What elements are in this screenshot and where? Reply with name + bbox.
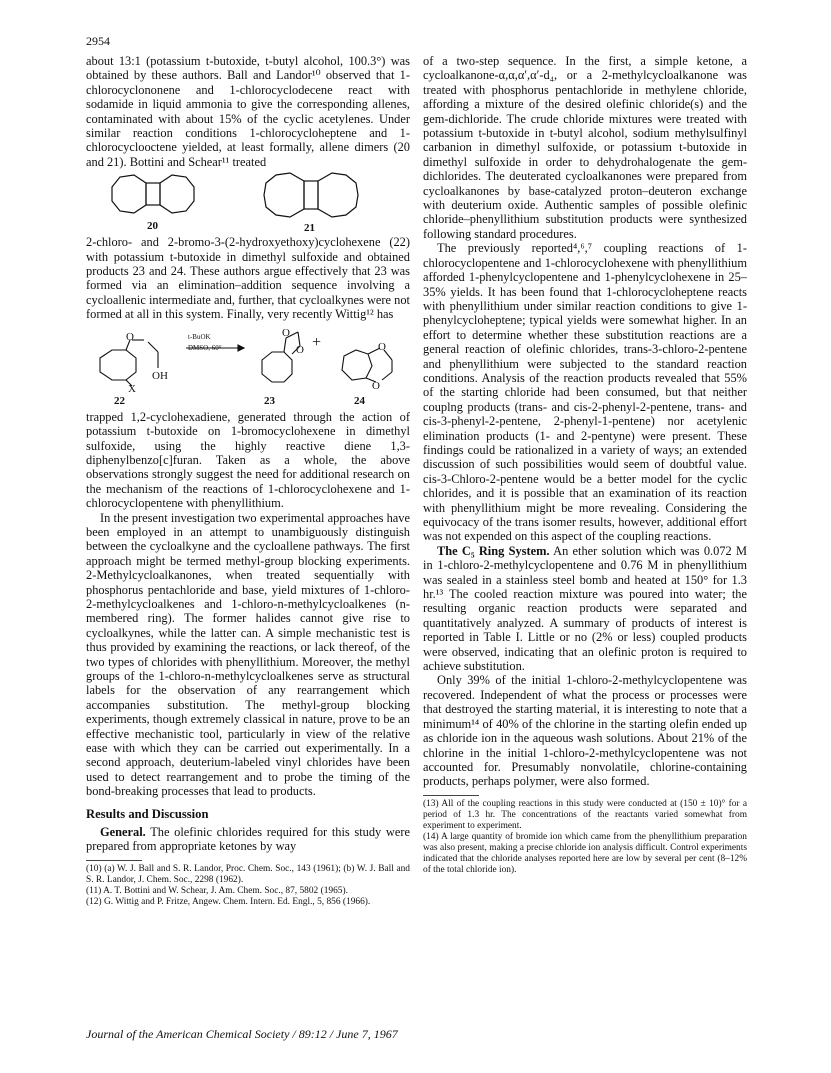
journal-footer: Journal of the American Chemical Society / 89:12 / June 7, 1967 [86, 1027, 398, 1041]
right-column [423, 54, 747, 876]
left-paragraph-1: about 13:1 (potassium t-butoxide, t-butyl alcohol, 100.3°) was obtained by these authors. Ball and Landor¹⁰ observed that 1-chlorocyclononene and 1-chlorocyclodecene react with sodamide in liquid ammonia to give the corresponding allenes, contaminated with about 15% of the cyclic acetylenes. Under similar reaction conditions 1-chlorocycloheptene and 1-chlorocyclooctene yielded, at least formally, allene dimers (20 and 21). Bottini and Schear¹¹ treated [86, 54, 410, 169]
right-paragraph-3 [423, 544, 747, 674]
reference-11: (11) A. T. Bottini and W. Schear, J. Am. Chem. Soc., 87, 5802 (1965). [86, 885, 348, 896]
left-paragraph-3: trapped 1,2-cyclohexadiene, generated through the action of potassium t-butoxide on 1-bromocyclohexene in dimethyl sulfoxide, using the highly reactive diene 1,3-diphenylbenzo[c]furan. Taken as a whole, the above observations strongly suggest the need for additional research on the mechanism of the reactions of 1-chlorocyclohexene and 1-chlorocyclopentene with phenyllithium. [86, 409, 410, 511]
c5-ring-text: An ether solution which was 0.072 M in 1-chloro-2-methylcyclopentene and 0.76 M in phenyllithium was sealed in a stainless steel bomb and heated at 150° for 1.3 hr.¹³ The cooled reaction mixture was poured into water; the resulting organic reaction products were separated and quantitatively analyzed. A summary of products of interest is reported in Table I. Little or no (2% or less) coupled products were observed, indicating that an olefinic proton is required to achieve substitution. [423, 543, 747, 674]
reference-10: (10) (a) W. J. Ball and S. R. Landor, Proc. Chem. Soc., 143 (1961); (b) W. J. Ball and S. R. Landor, J. Chem. Soc., 2298 (1962). [86, 863, 410, 885]
compound-label-21: 21 [304, 222, 315, 235]
figure-allene-dimers [86, 171, 410, 233]
left-column [86, 54, 410, 908]
page-number: 2954 [86, 34, 110, 48]
general-text: The olefinic chlorides required for this study were prepared from appropriate ketones by way [86, 825, 410, 854]
footnote-14: (14) A large quantity of bromide ion which came from the phenyllithium preparation was also present, making a precise chloride ion analysis difficult. Control experiments indicated that the chloride analyses reported here are low by several per cent (8–12% of the total chloride ion). [423, 831, 747, 875]
footnote-rule-right [423, 795, 479, 796]
atom-o-24b: O [372, 379, 380, 392]
general-subheading: General. [100, 825, 146, 840]
section-heading: Results and Discussion [86, 806, 209, 821]
atom-o-24a: O [378, 340, 386, 353]
references [86, 860, 410, 908]
left-paragraph-2: 2-chloro- and 2-bromo-3-(2-hydroxyethoxy)cyclohexene (22) with potassium t-butoxide in dimethyl sulfoxide and obtained products 23 and 24. These authors argue effectively that 23 was formed via an elimination–addition sequence involving a cycloallenic intermediate and, further, that cycloalkynes were not formed at all in this system. Finally, very recently Wittig¹² has [86, 235, 410, 322]
atom-x-22: X [128, 382, 136, 395]
reagent-label: t-BuOK [188, 332, 211, 341]
left-paragraph-4: In the present investigation two experimental approaches have been employed in an attempt to unambiguously distinguish between the cycloalkyne and the cycloallene pathways. The first approach might be termed methyl-group blocking experiments. 2-Methylcycloalkanones, when treated sequentially with phosphorus pentachloride and base, yield mixtures of 1-chloro-2-methylcycloalkenes and 1-chloro-n-methylcycloalkenes (n-membered ring). The former halides cannot give rise to cycloalkynes, while the latter can. A simple mechanistic test is thus provided by examining the reactions, or lack thereof, of the two types of chlorides with phenyllithium. Moreover, the methyl groups of the 1-chloro-n-methylcycloalkenes serve as structural labels for the observation of any rearrangement which accompanies substitution. The methyl-group blocking experiments, though extremely classical in nature, prove to be an effective mechanistic tool, particularly in view of the relative ease with which they can be carried out experimentally. In a second approach, deuterium-labeled vinyl chlorides have been used to detect rearrangement and to probe the timing of the bond-breaking processes that lead to products. [86, 510, 410, 799]
atom-oh-22: OH [152, 369, 168, 382]
right-paragraph-1: of a two-step sequence. In the first, a simple ketone, a cycloalkanone-α,α,α′,α′-d₄, or a 2-methylcycloalkanone was treated with phosphorus pentachloride in methylene chloride, affording a mixture of the desired olefinic chloride(s) and the gem-dichloride. The crude chloride mixtures were treated with potassium t-butoxide in t-butyl alcohol, sodium methylsulfinyl carbanion in dimethyl sulfoxide, or potassium t-butoxide in dimethyl sulfoxide in order to dehydrohalogenate the gem-dichlorides. The deuterated cycloalkanones were prepared from cycloalkanones by base-catalyzed proton–deuteron exchange with deuterium oxide. Authentic samples of possible olefinic chloride–phenyllithium substitution products were synthesized following standard procedures. [423, 54, 747, 241]
atom-o-22: O [126, 330, 134, 343]
footnote-rule [86, 860, 142, 861]
footnote-13: (13) All of the coupling reactions in this study were conducted at (150 ± 10)° for a period of 1.3 hr. The concentrations of the reactants varied somewhat from experiment to experiment. [423, 798, 747, 831]
conditions-label: DMSO, 60° [188, 343, 222, 352]
reference-12: (12) G. Wittig and P. Fritze, Angew. Chem. Intern. Ed. Engl., 5, 856 (1966). [86, 896, 371, 907]
compound-label-23: 23 [264, 394, 275, 407]
compound-label-20: 20 [147, 220, 158, 233]
footnotes [423, 795, 747, 876]
compound-label-22: 22 [114, 394, 125, 407]
allene-dimer-structures [86, 171, 410, 233]
figure-reaction-scheme [86, 324, 410, 408]
atom-o-23a: O [282, 326, 290, 339]
right-paragraph-4: Only 39% of the initial 1-chloro-2-methylcyclopentene was recovered. Independent of what the process or processes were that destroyed the starting material, it is interesting to note that a minimum¹⁴ of 40% of the chlorine in the starting olefin ended up as chloride ion in the aqueous wash solutions. About 21% of the chlorine in the initial 1-chloro-2-methylcyclopentene was not accounted for. Presumably nonvolatile, chlorine-containing products, perhaps polymer, were also formed. [423, 673, 747, 789]
plus-sign: + [312, 333, 322, 351]
right-paragraph-2: The previously reported⁴,⁶,⁷ coupling reactions of 1-chlorocyclopentene and 1-chlorocyclohexene with phenyllithium afforded 1-phenylcyclopentene and 1-phenylcyclohexene in 25–35% yields. It has been found that 1-chlorocycloheptene reacts with phenyllithium under similar reaction conditions to give 1-phenylcycloheptene; typical yields were somewhat higher. In an effort to determine whether these substitution reactions are a general reaction of olefinic chlorides, trans-3-chloro-2-pentene and phenyllithium were subjected to the standard reaction conditions. Analysis of the reaction products revealed that 55% of the starting chloride had been consumed, but that neither couplng products (trans- and cis-2-phenyl-2-pentene, trans- and cis-3-phenyl-2-pentene, 2-phenyl-1-pentene) nor acetylenic elimination products (1- and 2-pentyne) were present. These findings could be rationalized in a variety of ways; an extended discussion of such possibilities would seem of doubtful value. cis-3-Chloro-2-pentene would be a better model for the cyclic chlorides, and it is possible that an examination of its reaction with phenyllithium might be more revealing. Considering the equivocacy of the trans isomer results, however, additional effort was not expended on this aspect of the coupling reactions. [423, 241, 747, 544]
compound-label-24: 24 [354, 394, 365, 407]
atom-o-23b: O [296, 343, 304, 356]
c5-ring-subheading: The C₅ Ring System. [437, 543, 550, 558]
left-paragraph-5 [86, 825, 410, 854]
